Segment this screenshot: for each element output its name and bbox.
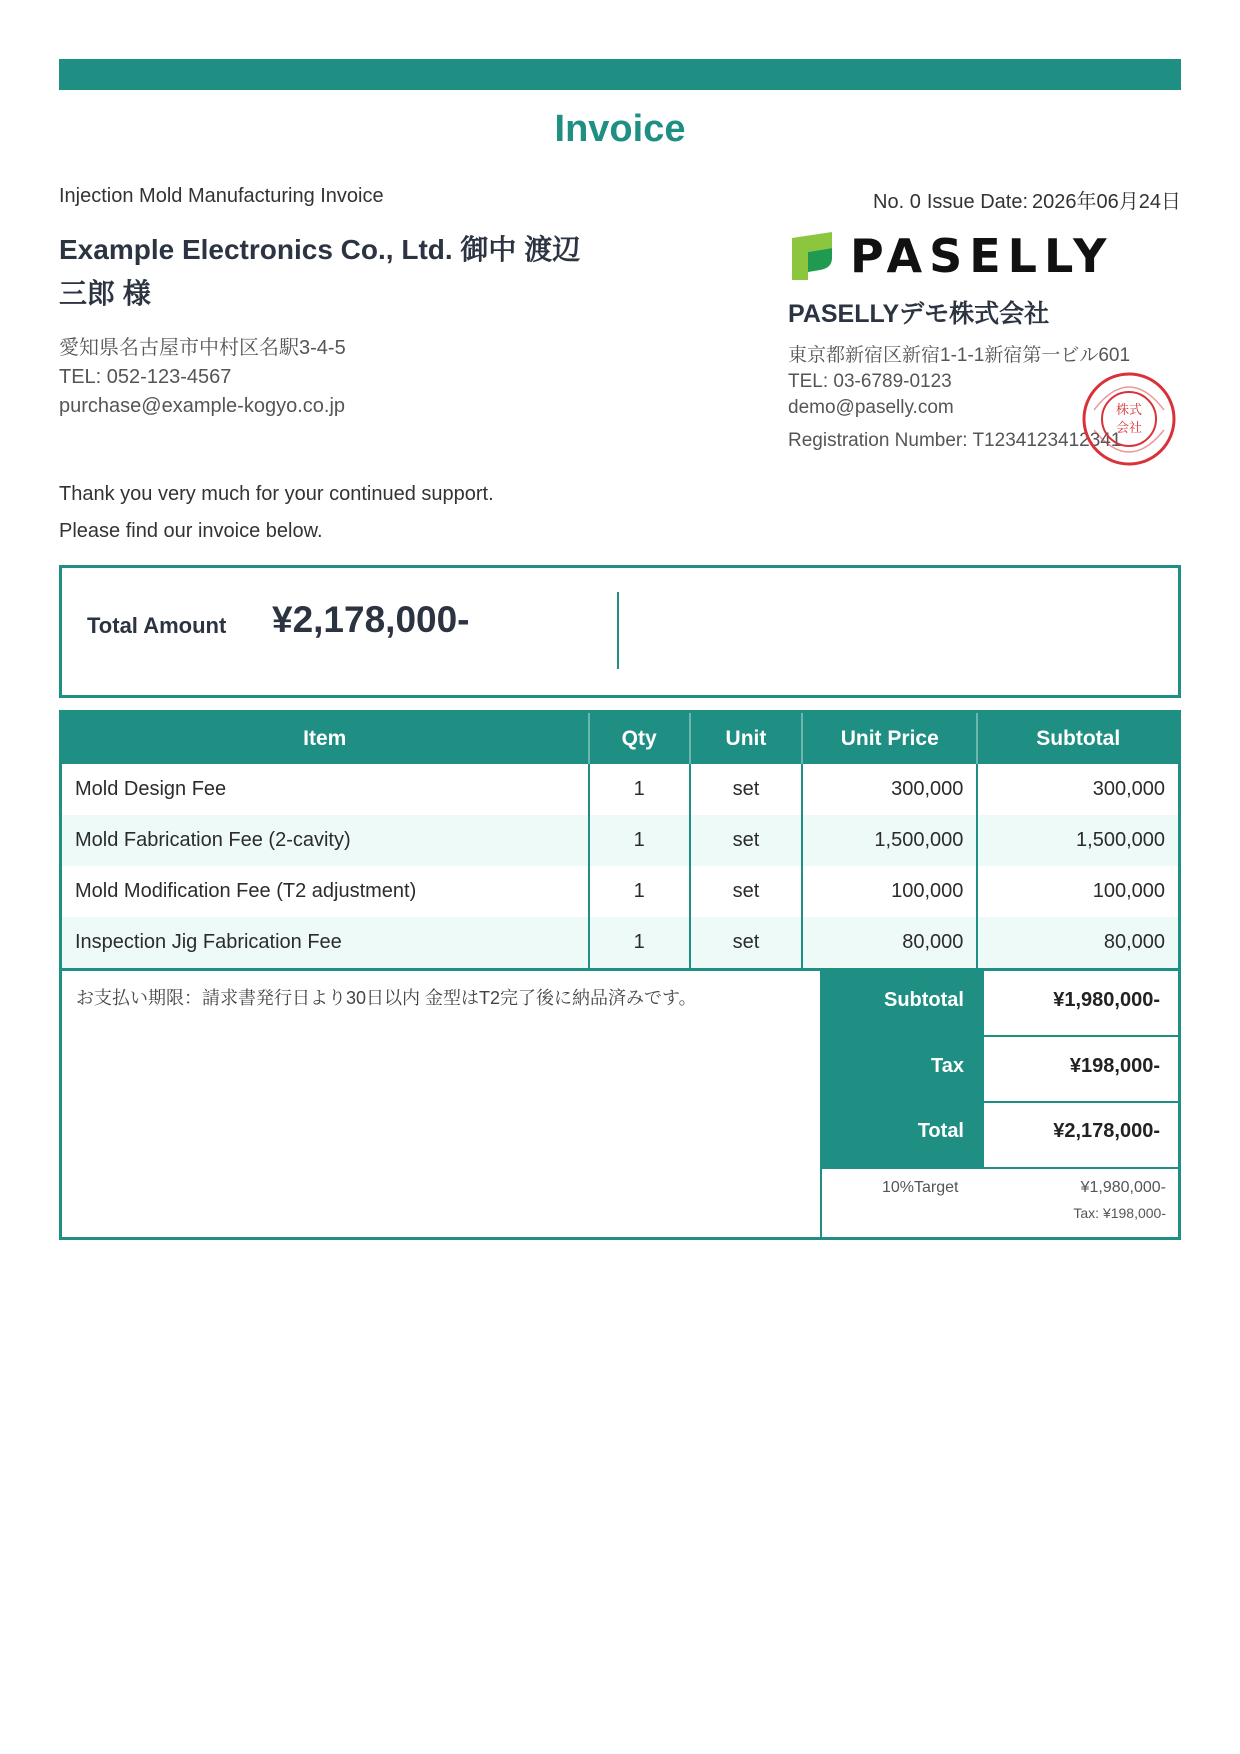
total-amount-box: [59, 565, 1181, 698]
summary-section: [59, 969, 1181, 1240]
greeting-line2: Please find our invoice below.: [59, 520, 323, 542]
client-name-line2: 三郎 様: [59, 278, 151, 309]
cell-unit: set: [690, 764, 802, 815]
table-row: [61, 866, 1180, 917]
cell-item: Inspection Jig Fabrication Fee: [61, 917, 589, 970]
cell-unit-price: 300,000: [802, 764, 977, 815]
cell-unit: set: [690, 815, 802, 866]
logo-wordmark: PASELLY: [850, 229, 1114, 283]
cell-qty: 1: [589, 917, 690, 970]
line-items-table: [59, 710, 1181, 971]
cell-item: Mold Fabrication Fee (2-cavity): [61, 815, 589, 866]
summary-divider: [984, 1035, 1180, 1037]
cell-unit: set: [690, 866, 802, 917]
greeting: [59, 476, 494, 550]
company-seal-icon: [1080, 370, 1178, 468]
cell-qty: 1: [589, 866, 690, 917]
header-unit: Unit: [690, 712, 802, 765]
cell-unit-price: 100,000: [802, 866, 977, 917]
header-accent-bar: [59, 59, 1181, 90]
table-row: [61, 815, 1180, 866]
cell-qty: 1: [589, 764, 690, 815]
total-value: ¥2,178,000-: [1053, 1120, 1160, 1142]
client-name-line1: Example Electronics Co., Ltd. 御中 渡辺: [59, 234, 581, 265]
tax-rate-target: 10%Target: [882, 1179, 959, 1196]
cell-unit-price: 1,500,000: [802, 815, 977, 866]
cell-subtotal: 1,500,000: [977, 815, 1179, 866]
cell-subtotal: 300,000: [977, 764, 1179, 815]
leaf-logo-icon: [788, 230, 836, 282]
tax-breakdown: [820, 1167, 1180, 1239]
header-subtotal: Subtotal: [977, 712, 1179, 765]
header-item: Item: [61, 712, 589, 765]
table-row: [61, 917, 1180, 970]
cell-unit: set: [690, 917, 802, 970]
issue-date: 2026年06月24日: [1032, 191, 1181, 213]
header-unit-price: Unit Price: [802, 712, 977, 765]
cell-item: Mold Modification Fee (T2 adjustment): [75, 880, 417, 902]
issuer-email: demo@paselly.com: [788, 397, 954, 418]
document-subtitle: Injection Mold Manufacturing Invoice: [59, 185, 384, 207]
greeting-line1: Thank you very much for your continued support.: [59, 483, 494, 505]
cell-qty: 1: [589, 815, 690, 866]
total-divider: [617, 592, 619, 669]
registration-number: Registration Number: T1234123412341: [788, 430, 1122, 451]
client-name: [59, 228, 619, 316]
subtotal-label: Subtotal: [884, 989, 964, 1011]
total-amount-value: ¥2,178,000-: [272, 599, 470, 640]
issuer-contact: [788, 343, 1130, 421]
invoice-number: No. 0: [873, 191, 921, 213]
document-title: Invoice: [554, 108, 686, 150]
summary-divider: [984, 1101, 1180, 1103]
payment-note: お支払い期限：請求書発行日より30日以内 金型はT2完了後に納品済みです。: [76, 988, 697, 1008]
client-contact: [59, 334, 346, 421]
summary-values: [982, 971, 1180, 1167]
client-email: purchase@example-kogyo.co.jp: [59, 395, 346, 417]
cell-unit-price: 80,000: [802, 917, 977, 970]
client-address: 愛知県名古屋市中村区名駅3-4-5: [59, 337, 346, 359]
tax-label: Tax: [931, 1055, 964, 1077]
table-row: [61, 764, 1180, 815]
total-label: Total: [917, 1120, 964, 1142]
client-tel: TEL: 052-123-4567: [59, 366, 232, 388]
total-amount-label: Total Amount: [87, 613, 227, 638]
cell-item: Mold Design Fee: [75, 778, 227, 800]
issue-date-label: Issue Date:: [926, 191, 1029, 213]
issuer-name: PASELLYデモ株式会社: [788, 300, 1050, 328]
company-logo: [788, 230, 1113, 282]
table-header-row: [61, 712, 1180, 765]
svg-text:株式: 株式: [1115, 403, 1143, 418]
tax-amount: Tax: ¥198,000-: [1073, 1205, 1166, 1221]
issue-info: [873, 185, 1181, 214]
summary-labels: [820, 971, 984, 1167]
tax-base-amount: ¥1,980,000-: [1080, 1179, 1166, 1196]
subtotal-value: ¥1,980,000-: [1053, 989, 1160, 1011]
header-qty: Qty: [589, 712, 690, 765]
cell-subtotal: 80,000: [977, 917, 1179, 970]
tax-value: ¥198,000-: [1069, 1055, 1160, 1077]
cell-subtotal: 100,000: [977, 866, 1179, 917]
issuer-tel: TEL: 03-6789-0123: [788, 371, 952, 392]
svg-text:会社: 会社: [1115, 421, 1143, 436]
issuer-address: 東京都新宿区新宿1-1-1新宿第一ビル601: [788, 345, 1131, 366]
